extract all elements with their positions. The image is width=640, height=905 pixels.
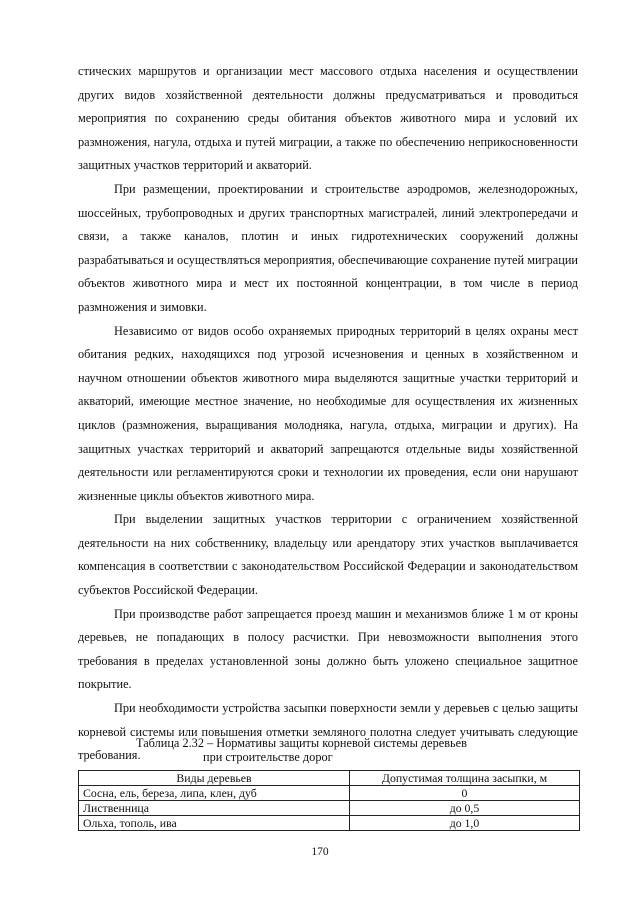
cell-fill-thickness: до 1,0 bbox=[350, 816, 580, 831]
paragraph-backfill: При необходимости устройства засыпки поверхности земли у деревьев с целью защиты корневой системы или повышения отметки земляного полотна следует учитывать следующие требования. bbox=[78, 701, 578, 763]
cell-tree-species: Ольха, тополь, ива bbox=[79, 816, 350, 831]
cell-tree-species: Сосна, ель, береза, липа, клен, дуб bbox=[79, 786, 350, 801]
page-number: 170 bbox=[311, 846, 329, 858]
column-header-tree-species: Виды деревьев bbox=[79, 771, 350, 786]
table-row bbox=[79, 786, 580, 801]
table-header-row bbox=[79, 771, 580, 786]
paragraph-continued: стических маршрутов и организации мест массового отдыха населения и осуществлении других видов хозяйственной деятельности должны предусматриваться и проводиться мероприятия по сохранению среды обитания объектов животного мира и условий их размножения, нагула, отдыха и путей миграции, а также по обеспечению неприкосновенности защитных участков территорий и акваторий. bbox=[78, 64, 578, 173]
paragraph-machinery: При производстве работ запрещается проезд машин и механизмов ближе 1 м от кроны деревьев, не попадающих в полосу расчистки. При невозможности выполнения этого требования в пределах установленной зоны должно быть уложено специальное защитное покрытие. bbox=[78, 606, 578, 692]
cell-tree-species: Лиственница bbox=[79, 801, 350, 816]
paragraph-protected-areas: Независимо от видов особо охраняемых природных территорий в целях охраны мест обитания редких, находящихся под угрозой исчезновения и ценных в хозяйственном и научном отношении объектов животного мира выделяются защитные участки территорий и акваторий, имеющие местное значение, но необходимые для осуществления их жизненных циклов (размножения, выращивания молодняка, нагула, отдыха, миграции и других). На защитных участках территорий и акваторий запрещаются отдельные виды хозяйственной деятельности или регламентируются сроки и технологии их проведения, если они нарушают жизненные циклы объектов животного мира. bbox=[78, 323, 578, 503]
cell-fill-thickness: 0 bbox=[350, 786, 580, 801]
body-text bbox=[78, 60, 578, 768]
table-row bbox=[79, 801, 580, 816]
table-row bbox=[79, 816, 580, 831]
table-caption-subtitle: при строительстве дорог bbox=[203, 750, 333, 764]
table-caption bbox=[78, 736, 578, 764]
root-protection-table bbox=[78, 770, 580, 831]
cell-fill-thickness: до 0,5 bbox=[350, 801, 580, 816]
table-caption-title: Таблица 2.32 – Нормативы защиты корневой системы деревьев bbox=[136, 736, 467, 750]
paragraph-compensation: При выделении защитных участков территории с ограничением хозяйственной деятельности на них собственнику, владельцу или арендатору этих участков выплачивается компенсация в соответствии с законодательством Российской Федерации и законодательством субъектов Российской Федерации. bbox=[78, 512, 578, 598]
column-header-fill-thickness: Допустимая толщина засыпки, м bbox=[350, 771, 580, 786]
paragraph-airfields: При размещении, проектировании и строительстве аэродромов, железнодорожных, шоссейных, трубопроводных и других транспортных магистралей, линий электропередачи и связи, а также каналов, плотин и иных гидротехнических сооружений должны разрабатываться и осуществляться мероприятия, обеспечивающие сохранение путей миграции объектов животного мира и мест их постоянной концентрации, в том числе в период размножения и зимовки. bbox=[78, 181, 578, 314]
